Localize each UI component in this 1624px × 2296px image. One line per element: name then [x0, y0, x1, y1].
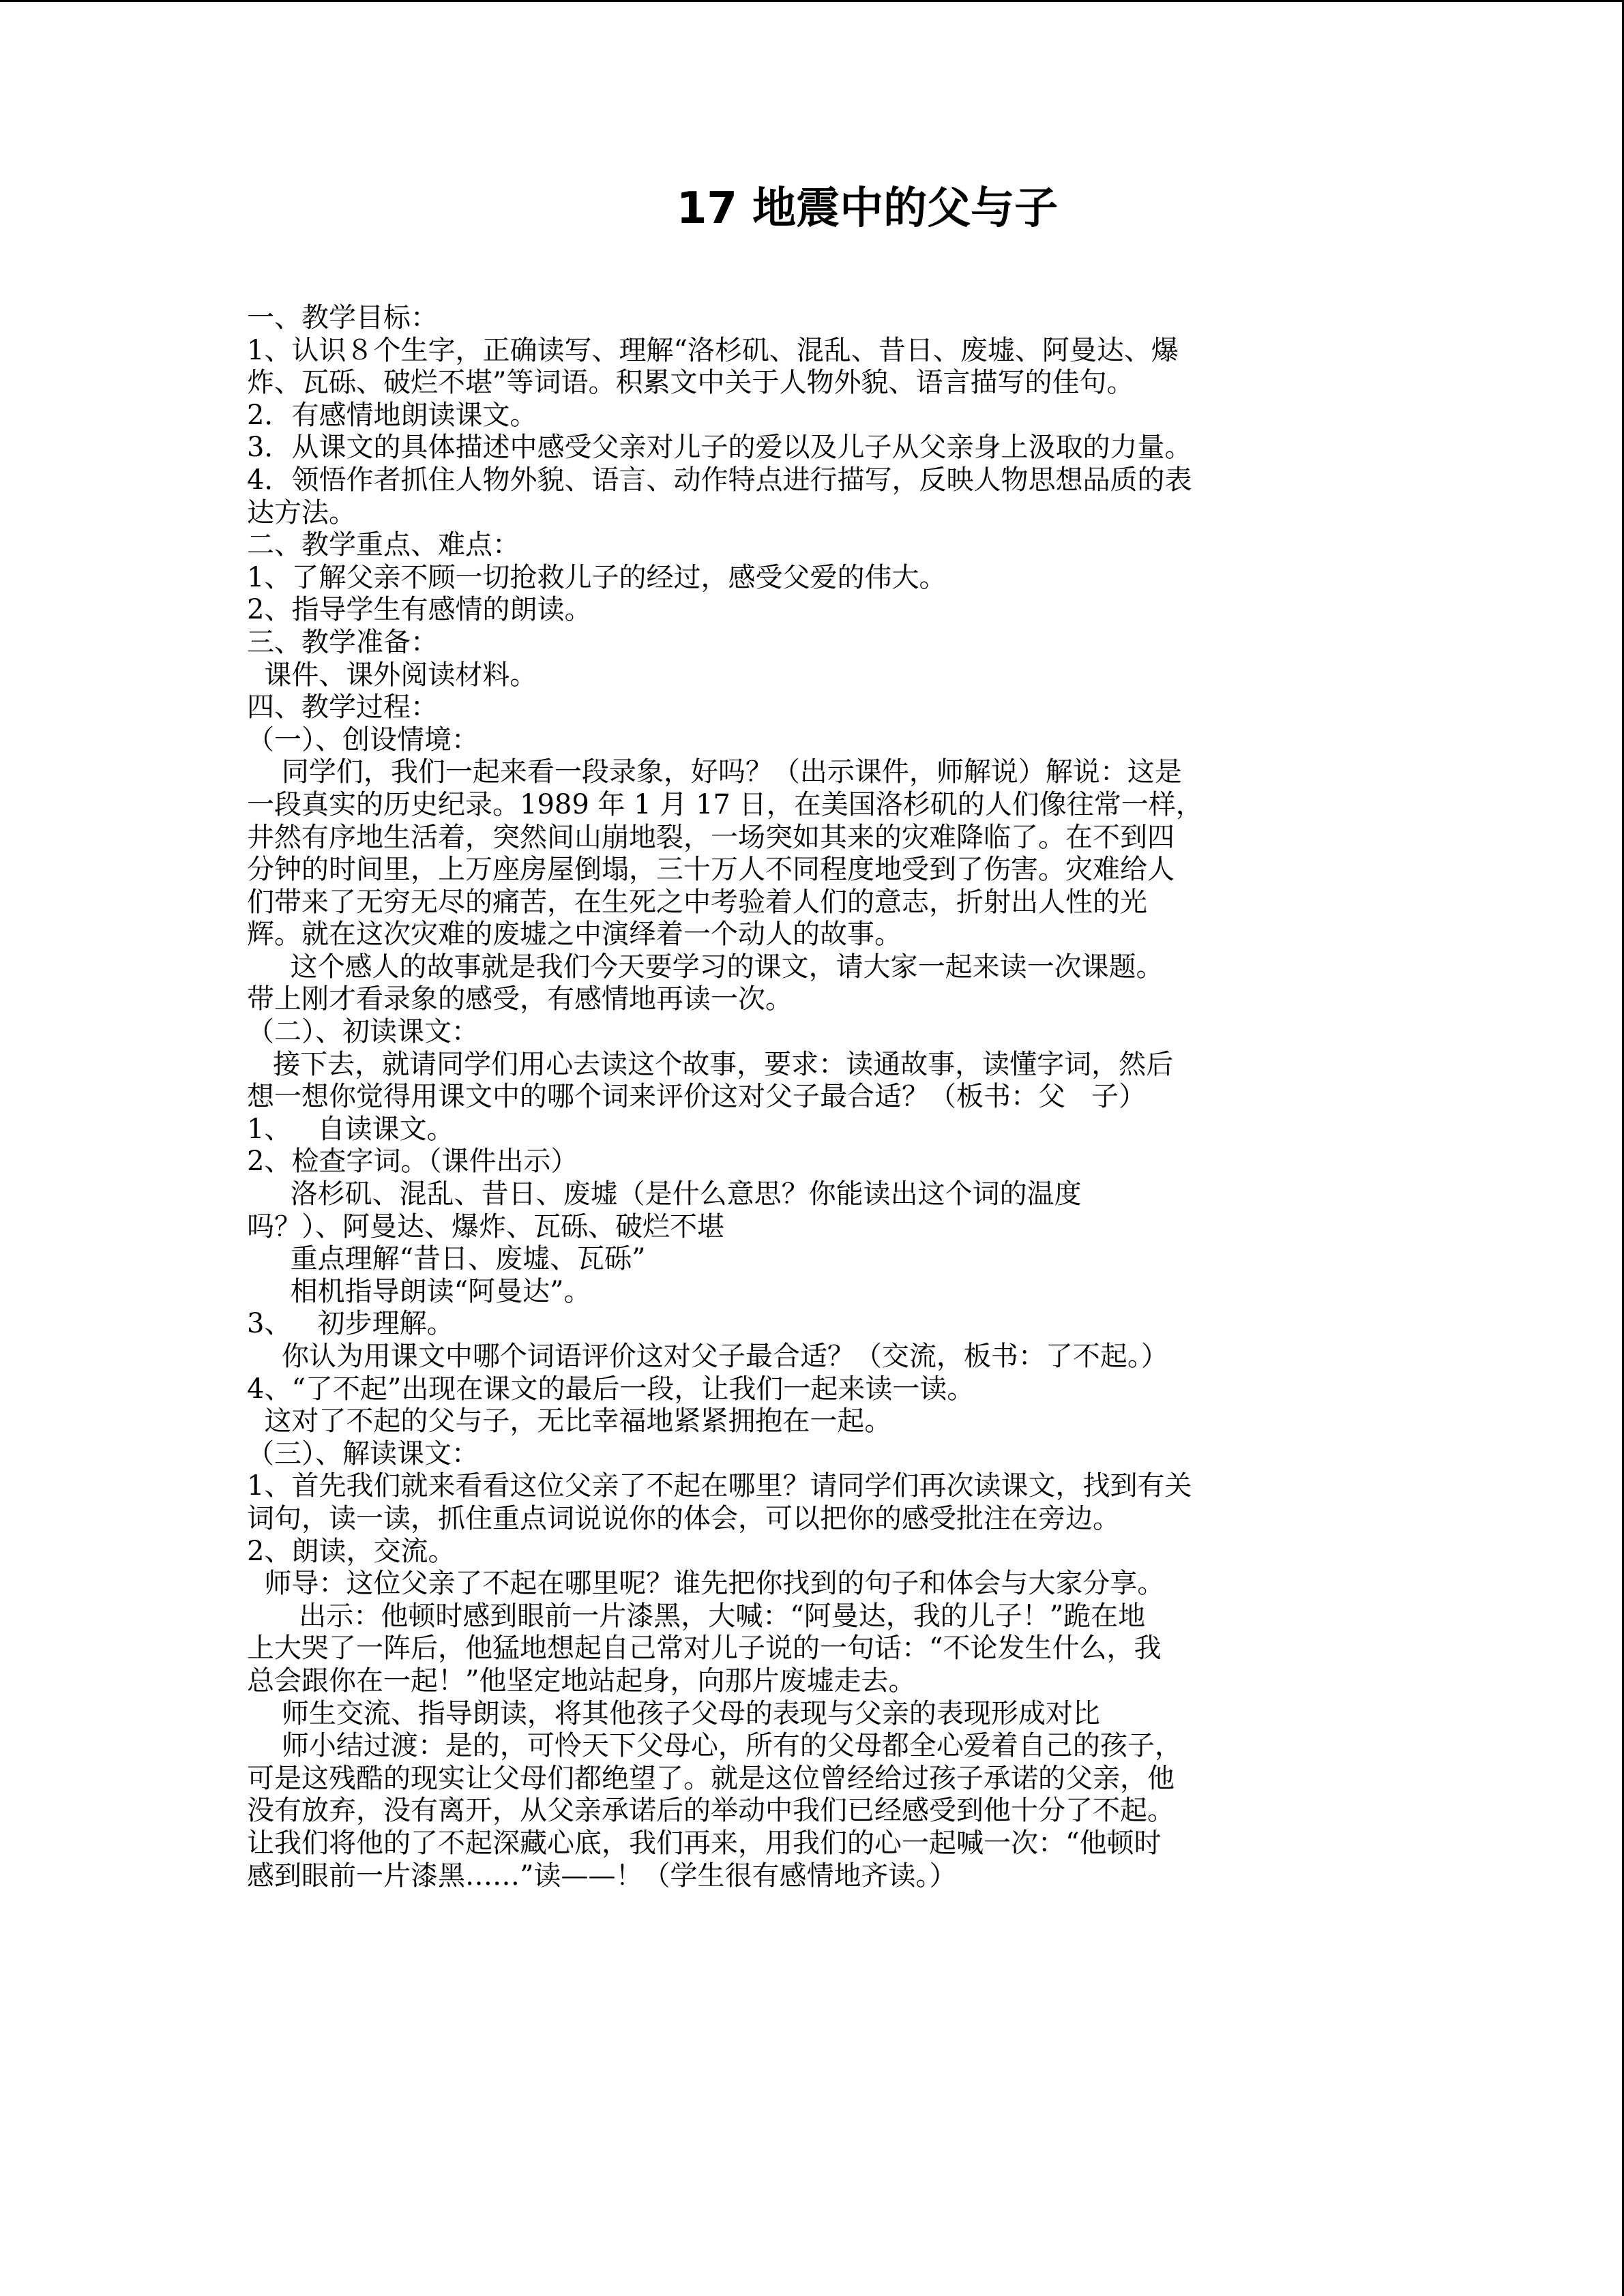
- body-line: 师小结过渡：是的，可怜天下父母心，所有的父母都全心爱着自己的孩子，: [247, 1730, 1182, 1762]
- body-line: 相机指导朗读“阿曼达”。: [247, 1275, 591, 1307]
- body-line: 出示：他顿时感到眼前一片漆黑，大喊：“阿曼达，我的儿子！”跪在地: [247, 1600, 1146, 1632]
- body-line: 四、教学过程：: [247, 691, 438, 724]
- body-line: 上大哭了一阵后，他猛地想起自己常对儿子说的一句话：“不论发生什么，我: [247, 1632, 1162, 1665]
- body-line: （一）、创设情境：: [247, 724, 479, 756]
- document-body: [247, 302, 1379, 1892]
- body-line: 可是这残酷的现实让父母们都绝望了。就是这位曾经给过孩子承诺的父亲，他: [247, 1762, 1175, 1794]
- body-line: 4、“了不起”出现在课文的最后一段，让我们一起来读一读。: [247, 1373, 975, 1405]
- body-line: 想一想你觉得用课文中的哪个词来评价这对父子最合适？（板书：父 子）: [247, 1081, 1147, 1113]
- body-line: 总会跟你在一起！”他坚定地站起身，向那片废墟走去。: [247, 1665, 916, 1697]
- body-line: 1、认识８个生字，正确读写、理解“洛杉矶、混乱、昔日、废墟、阿曼达、爆: [247, 334, 1179, 366]
- body-line: 这对了不起的父与子，无比幸福地紧紧拥抱在一起。: [247, 1405, 892, 1437]
- body-line: 课件、课外阅读材料。: [247, 659, 537, 691]
- body-line: 3、 初步理解。: [247, 1308, 454, 1340]
- body-line: 二、教学重点、难点：: [247, 529, 520, 561]
- document-title: 17 地震中的父与子: [676, 183, 1059, 234]
- body-line: 三、教学准备：: [247, 626, 438, 658]
- body-line: （二）、初读课文：: [247, 1016, 479, 1048]
- body-line: 1、首先我们就来看看这位父亲了不起在哪里？请同学们再次读课文，找到有关: [247, 1470, 1192, 1502]
- body-line: 同学们，我们一起来看一段录象，好吗？（出示课件，师解说）解说：这是: [247, 756, 1182, 788]
- body-line: 师导：这位父亲了不起在哪里呢？谁先把你找到的句子和体会与大家分享。: [247, 1568, 1165, 1600]
- body-line: 吗？）、阿曼达、爆炸、瓦砾、破烂不堪: [247, 1210, 724, 1242]
- body-line: 4．领悟作者抓住人物外貌、语言、动作特点进行描写，反映人物思想品质的表: [247, 464, 1192, 496]
- body-line: 们带来了无穷无尽的痛苦，在生死之中考验着人们的意志，折射出人性的光: [247, 886, 1147, 918]
- body-line: （三）、解读课文：: [247, 1437, 479, 1470]
- body-line: 让我们将他的了不起深藏心底，我们再来，用我们的心一起喊一次：“他顿时: [247, 1827, 1162, 1859]
- body-line: 带上刚才看录象的感受，有感情地再读一次。: [247, 983, 793, 1015]
- body-line: 感到眼前一片漆黑……”读——！（学生很有感情地齐读。）: [247, 1860, 957, 1892]
- body-line: 达方法。: [247, 496, 356, 528]
- body-line: 2．有感情地朗读课文。: [247, 399, 537, 431]
- body-line: 1、了解父亲不顾一切抢救儿子的经过，感受父爱的伟大。: [247, 561, 947, 593]
- body-line: 洛杉矶、混乱、昔日、废墟（是什么意思？你能读出这个词的温度: [247, 1178, 1082, 1210]
- body-line: 井然有序地生活着，突然间山崩地裂，一场突如其来的灾难降临了。在不到四: [247, 821, 1175, 853]
- body-line: 重点理解“昔日、废墟、瓦砾”: [247, 1243, 646, 1275]
- body-line: 2、指导学生有感情的朗读。: [247, 594, 592, 626]
- body-line: 炸、瓦砾、破烂不堪”等词语。积累文中关于人物外貌、语言描写的佳句。: [247, 367, 1134, 399]
- body-line: 辉。就在这次灾难的废墟之中演绎着一个动人的故事。: [247, 919, 902, 951]
- body-line: 接下去，就请同学们用心去读这个故事，要求：读通故事，读懂字词，然后: [247, 1048, 1174, 1080]
- body-line: 1、 自读课文。: [247, 1113, 454, 1145]
- body-line: 这个感人的故事就是我们今天要学习的课文，请大家一起来读一次课题。: [247, 951, 1164, 983]
- body-line: 分钟的时间里，上万座房屋倒塌，三十万人不同程度地受到了伤害。灾难给人: [247, 854, 1175, 886]
- body-line: 没有放弃，没有离开，从父亲承诺后的举动中我们已经感受到他十分了不起。: [247, 1795, 1175, 1827]
- body-line: 词句，读一读，抓住重点词说说你的体会，可以把你的感受批注在旁边。: [247, 1502, 1120, 1534]
- body-line: 2、检查字词。（课件出示）: [247, 1146, 578, 1178]
- body-line: 一段真实的历史纪录。1989 年 1 月 17 日，在美国洛杉矶的人们像往常一样，: [247, 788, 1203, 820]
- body-line: 3．从课文的具体描述中感受父亲对儿子的爱以及儿子从父亲身上汲取的力量。: [247, 432, 1192, 464]
- body-line: 一、教学目标：: [247, 302, 438, 333]
- body-line: 2、朗读，交流。: [247, 1535, 456, 1567]
- body-line: 师生交流、指导朗读，将其他孩子父母的表现与父亲的表现形成对比: [247, 1697, 1100, 1729]
- body-line: 你认为用课文中哪个词语评价这对父子最合适？（交流，板书：了不起。）: [247, 1341, 1168, 1372]
